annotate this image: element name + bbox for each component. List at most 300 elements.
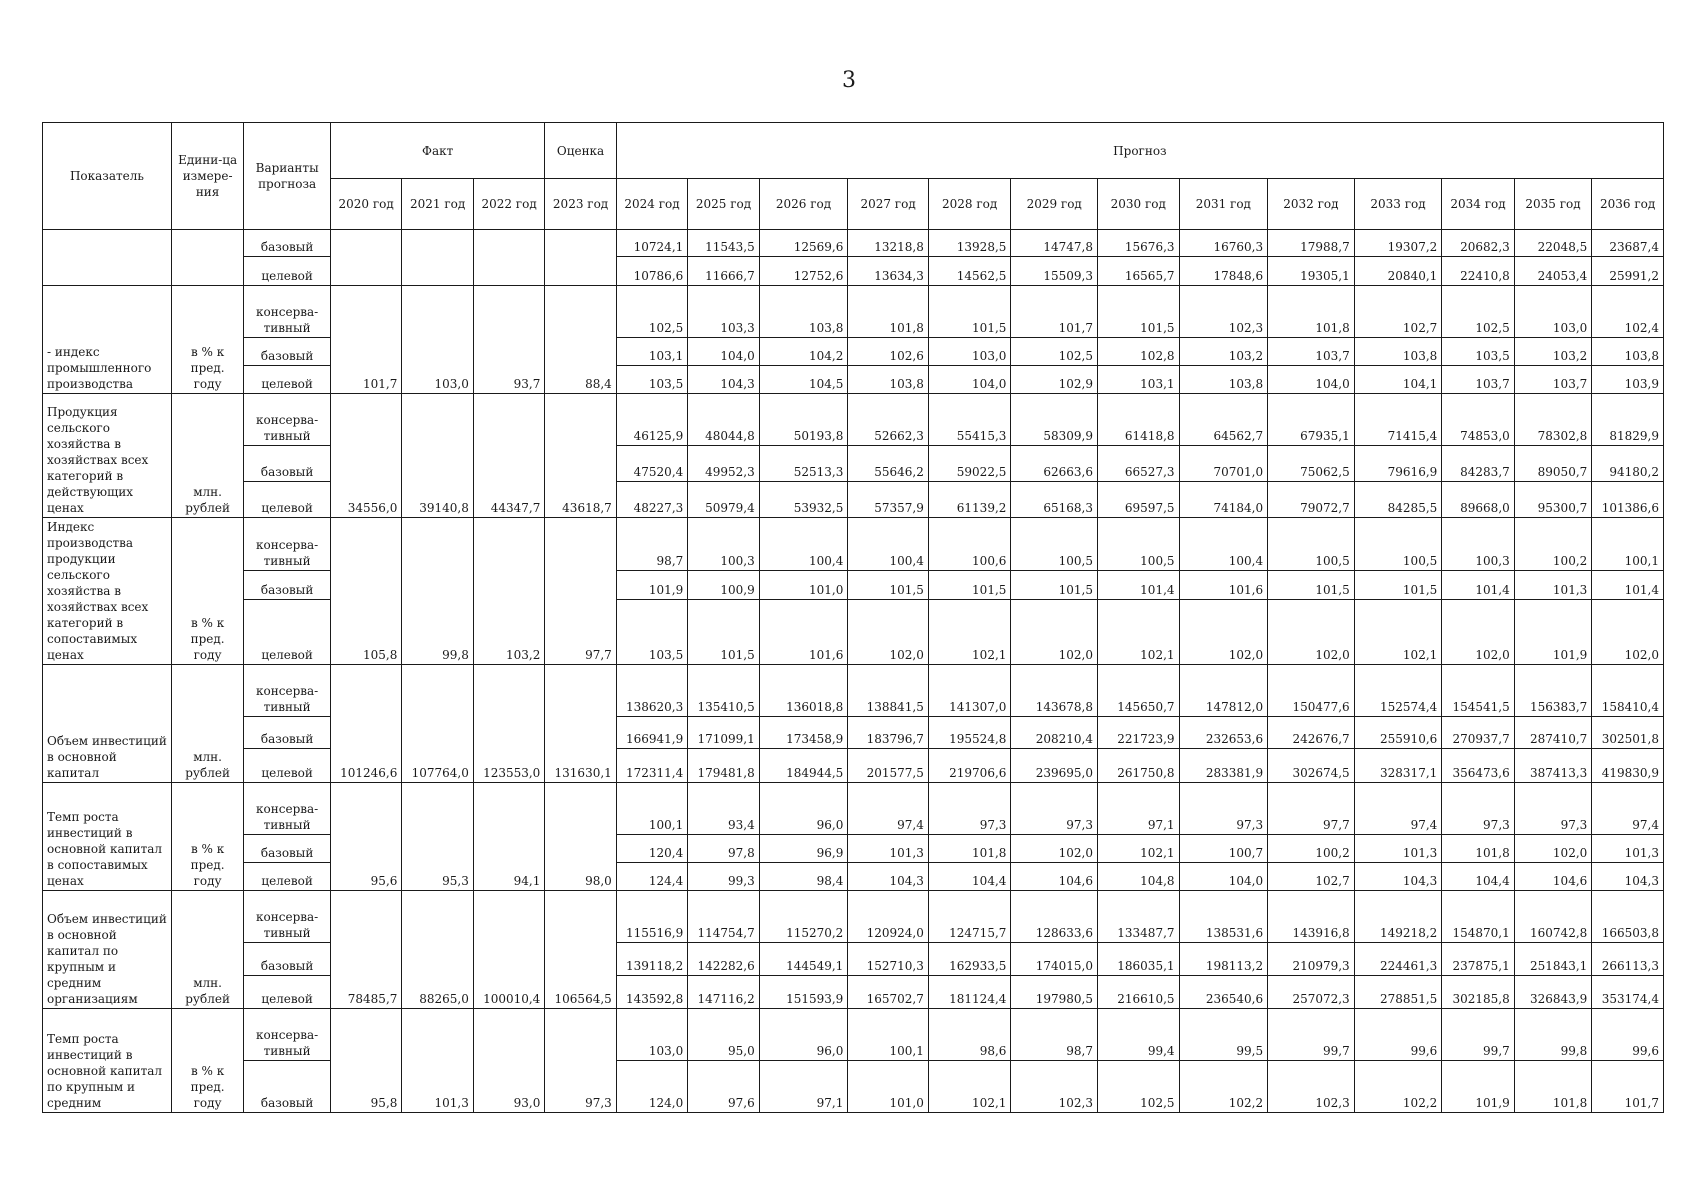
forecast-value-cell: 97,4 (848, 783, 929, 835)
forecast-value-cell: 179481,8 (688, 749, 759, 783)
forecast-value-cell: 20682,3 (1442, 230, 1514, 257)
forecast-value-cell: 102,9 (1011, 366, 1098, 394)
forecast-value-cell: 15676,3 (1097, 230, 1179, 257)
forecast-value-cell: 79616,9 (1354, 446, 1442, 482)
forecast-value-cell: 50193,8 (759, 394, 848, 446)
forecast-value-cell: 14747,8 (1011, 230, 1098, 257)
fact-value-cell: 101246,6 (330, 665, 401, 783)
forecast-value-cell: 99,6 (1592, 1009, 1664, 1061)
forecast-value-cell: 138841,5 (848, 665, 929, 717)
forecast-value-cell: 419830,9 (1592, 749, 1664, 783)
forecast-value-cell: 165702,7 (848, 976, 929, 1009)
variant-cell: целевой (244, 482, 331, 518)
header-year: 2030 год (1097, 179, 1179, 230)
fact-value-cell: 98,0 (545, 783, 616, 891)
forecast-value-cell: 101,6 (759, 599, 848, 664)
forecast-value-cell: 96,0 (759, 783, 848, 835)
forecast-value-cell: 145650,7 (1097, 665, 1179, 717)
forecast-value-cell: 97,8 (688, 835, 759, 863)
forecast-value-cell: 101,0 (848, 1061, 929, 1113)
forecast-value-cell: 124,0 (616, 1061, 687, 1113)
forecast-value-cell: 100,5 (1268, 518, 1355, 571)
table-row (43, 230, 1664, 257)
header-group-fact: Факт (330, 123, 544, 179)
indicator-cell (43, 230, 172, 286)
forecast-value-cell: 103,5 (616, 599, 687, 664)
forecast-value-cell: 101,8 (1442, 835, 1514, 863)
forecast-value-cell: 84285,5 (1354, 482, 1442, 518)
forecast-value-cell: 184944,5 (759, 749, 848, 783)
forecast-value-cell: 100,5 (1354, 518, 1442, 571)
forecast-value-cell: 96,9 (759, 835, 848, 863)
table-row (43, 783, 1664, 835)
header-year: 2029 год (1011, 179, 1098, 230)
indicator-cell: - индекс промышленного производства (43, 286, 172, 394)
table-row (43, 571, 1664, 600)
fact-value-cell: 95,8 (330, 1009, 401, 1113)
forecast-value-cell: 143678,8 (1011, 665, 1098, 717)
table-row (43, 366, 1664, 394)
forecast-value-cell: 103,1 (1097, 366, 1179, 394)
forecast-value-cell: 46125,9 (616, 394, 687, 446)
forecast-value-cell: 128633,6 (1011, 891, 1098, 943)
forecast-value-cell: 101,3 (1354, 835, 1442, 863)
variant-cell: целевой (244, 257, 331, 286)
forecast-value-cell: 103,8 (1354, 338, 1442, 366)
forecast-value-cell: 101,5 (928, 571, 1011, 600)
forecast-value-cell: 13218,8 (848, 230, 929, 257)
forecast-value-cell: 14562,5 (928, 257, 1011, 286)
forecast-value-cell: 96,0 (759, 1009, 848, 1061)
forecast-value-cell: 326843,9 (1514, 976, 1592, 1009)
forecast-value-cell: 328317,1 (1354, 749, 1442, 783)
forecast-value-cell: 97,6 (688, 1061, 759, 1113)
forecast-value-cell: 22410,8 (1442, 257, 1514, 286)
forecast-value-cell: 97,3 (1011, 783, 1098, 835)
fact-value-cell (330, 230, 401, 286)
fact-value-cell: 101,3 (402, 1009, 473, 1113)
fact-value-cell (402, 230, 473, 286)
forecast-value-cell: 101,4 (1442, 571, 1514, 600)
forecast-value-cell: 115270,2 (759, 891, 848, 943)
forecast-value-cell: 98,7 (1011, 1009, 1098, 1061)
forecast-value-cell: 48044,8 (688, 394, 759, 446)
forecast-value-cell: 61418,8 (1097, 394, 1179, 446)
fact-value-cell: 93,7 (473, 286, 544, 394)
page-number: 3 (842, 68, 856, 93)
forecast-value-cell: 99,8 (1514, 1009, 1592, 1061)
forecast-value-cell: 102,2 (1354, 1061, 1442, 1113)
forecast-value-cell: 104,0 (688, 338, 759, 366)
fact-value-cell: 95,3 (402, 783, 473, 891)
unit-cell: в % к пред. году (171, 518, 243, 665)
forecast-value-cell: 104,6 (1011, 863, 1098, 891)
forecast-value-cell: 102,0 (1268, 599, 1355, 664)
forecast-value-cell: 133487,7 (1097, 891, 1179, 943)
forecast-value-cell: 101,9 (616, 571, 687, 600)
forecast-value-cell: 47520,4 (616, 446, 687, 482)
forecast-value-cell: 104,3 (848, 863, 929, 891)
forecast-value-cell: 97,1 (759, 1061, 848, 1113)
forecast-value-cell: 160742,8 (1514, 891, 1592, 943)
unit-cell: в % к пред. году (171, 1009, 243, 1113)
forecast-value-cell: 97,4 (1354, 783, 1442, 835)
forecast-value-cell: 79072,7 (1268, 482, 1355, 518)
forecast-value-cell: 114754,7 (688, 891, 759, 943)
forecast-value-cell: 102,7 (1354, 286, 1442, 338)
forecast-value-cell: 174015,0 (1011, 943, 1098, 976)
fact-value-cell: 44347,7 (473, 394, 544, 518)
forecast-value-cell: 172311,4 (616, 749, 687, 783)
header-variant: Варианты прогноза (244, 123, 331, 230)
fact-value-cell: 97,7 (545, 518, 616, 665)
forecast-value-cell: 94180,2 (1592, 446, 1664, 482)
unit-cell: в % к пред. году (171, 783, 243, 891)
fact-value-cell: 103,0 (402, 286, 473, 394)
forecast-value-cell: 102,6 (848, 338, 929, 366)
forecast-value-cell: 216610,5 (1097, 976, 1179, 1009)
fact-value-cell: 107764,0 (402, 665, 473, 783)
fact-value-cell: 43618,7 (545, 394, 616, 518)
forecast-value-cell: 22048,5 (1514, 230, 1592, 257)
fact-value-cell: 101,7 (330, 286, 401, 394)
forecast-value-cell: 302501,8 (1592, 717, 1664, 749)
fact-value-cell: 97,3 (545, 1009, 616, 1113)
forecast-value-cell: 158410,4 (1592, 665, 1664, 717)
forecast-value-cell: 55415,3 (928, 394, 1011, 446)
forecast-value-cell: 57357,9 (848, 482, 929, 518)
forecast-value-cell: 101,9 (1442, 1061, 1514, 1113)
forecast-value-cell: 356473,6 (1442, 749, 1514, 783)
table-header (43, 123, 1664, 230)
forecast-value-cell: 65168,3 (1011, 482, 1098, 518)
forecast-value-cell: 115516,9 (616, 891, 687, 943)
forecast-value-cell: 143916,8 (1268, 891, 1355, 943)
forecast-value-cell: 98,6 (928, 1009, 1011, 1061)
table-row (43, 257, 1664, 286)
fact-value-cell: 88,4 (545, 286, 616, 394)
forecast-value-cell: 151593,9 (759, 976, 848, 1009)
header-group-estimate: Оценка (545, 123, 616, 179)
indicator-cell: Объем инвестиций в основной капитал (43, 665, 172, 783)
forecast-value-cell: 154541,5 (1442, 665, 1514, 717)
fact-value-cell: 100010,4 (473, 891, 544, 1009)
forecast-value-cell: 150477,6 (1268, 665, 1355, 717)
forecast-value-cell: 103,3 (688, 286, 759, 338)
forecast-value-cell: 102,1 (928, 1061, 1011, 1113)
fact-value-cell: 78485,7 (330, 891, 401, 1009)
forecast-value-cell: 104,2 (759, 338, 848, 366)
forecast-value-cell: 103,8 (1592, 338, 1664, 366)
variant-cell: целевой (244, 976, 331, 1009)
forecast-value-cell: 102,5 (1097, 1061, 1179, 1113)
forecast-value-cell: 101,3 (848, 835, 929, 863)
forecast-value-cell: 101,3 (1514, 571, 1592, 600)
forecast-value-cell: 101,3 (1592, 835, 1664, 863)
forecast-value-cell: 283381,9 (1179, 749, 1268, 783)
forecast-value-cell: 103,5 (616, 366, 687, 394)
forecast-value-cell: 101,5 (848, 571, 929, 600)
variant-cell: консерва-тивный (244, 286, 331, 338)
forecast-value-cell: 98,7 (616, 518, 687, 571)
variant-cell: базовый (244, 717, 331, 749)
forecast-value-cell: 120924,0 (848, 891, 929, 943)
forecast-value-cell: 103,8 (848, 366, 929, 394)
forecast-value-cell: 19305,1 (1268, 257, 1355, 286)
forecast-value-cell: 100,1 (848, 1009, 929, 1061)
forecast-value-cell: 49952,3 (688, 446, 759, 482)
forecast-value-cell: 102,0 (1442, 599, 1514, 664)
forecast-value-cell: 156383,7 (1514, 665, 1592, 717)
forecast-value-cell: 99,5 (1179, 1009, 1268, 1061)
forecast-value-cell: 52513,3 (759, 446, 848, 482)
forecast-value-cell: 97,4 (1592, 783, 1664, 835)
forecast-value-cell: 102,0 (1592, 599, 1664, 664)
forecast-value-cell: 270937,7 (1442, 717, 1514, 749)
forecast-value-cell: 101,8 (848, 286, 929, 338)
fact-value-cell: 88265,0 (402, 891, 473, 1009)
forecast-value-cell: 101,5 (1097, 286, 1179, 338)
forecast-value-cell: 120,4 (616, 835, 687, 863)
forecast-value-cell: 142282,6 (688, 943, 759, 976)
variant-cell: консерва-тивный (244, 665, 331, 717)
forecast-value-cell: 144549,1 (759, 943, 848, 976)
header-year: 2026 год (759, 179, 848, 230)
header-year: 2036 год (1592, 179, 1664, 230)
forecast-value-cell: 219706,6 (928, 749, 1011, 783)
forecast-value-cell: 104,3 (688, 366, 759, 394)
variant-cell: базовый (244, 338, 331, 366)
forecast-value-cell: 97,1 (1097, 783, 1179, 835)
forecast-value-cell: 75062,5 (1268, 446, 1355, 482)
table-row (43, 749, 1664, 783)
fact-value-cell (545, 230, 616, 286)
forecast-value-cell: 101,4 (1097, 571, 1179, 600)
forecast-value-cell: 74184,0 (1179, 482, 1268, 518)
forecast-value-cell: 102,1 (1097, 599, 1179, 664)
forecast-value-cell: 20840,1 (1354, 257, 1442, 286)
forecast-value-cell: 48227,3 (616, 482, 687, 518)
forecast-value-cell: 100,2 (1268, 835, 1355, 863)
forecast-value-cell: 17848,6 (1179, 257, 1268, 286)
forecast-value-cell: 242676,7 (1268, 717, 1355, 749)
forecast-value-cell: 99,4 (1097, 1009, 1179, 1061)
forecast-value-cell: 17988,7 (1268, 230, 1355, 257)
variant-cell: базовый (244, 230, 331, 257)
forecast-value-cell: 136018,8 (759, 665, 848, 717)
forecast-value-cell: 95300,7 (1514, 482, 1592, 518)
forecast-value-cell: 102,0 (1179, 599, 1268, 664)
forecast-value-cell: 16565,7 (1097, 257, 1179, 286)
forecast-value-cell: 89668,0 (1442, 482, 1514, 518)
table-row (43, 891, 1664, 943)
forecast-value-cell: 104,5 (759, 366, 848, 394)
forecast-value-cell: 102,1 (1354, 599, 1442, 664)
forecast-value-cell: 59022,5 (928, 446, 1011, 482)
forecast-value-cell: 104,0 (1268, 366, 1355, 394)
forecast-value-cell: 261750,8 (1097, 749, 1179, 783)
unit-cell: млн. рублей (171, 665, 243, 783)
forecast-value-cell: 102,0 (848, 599, 929, 664)
header-indicator: Показатель (43, 123, 172, 230)
forecast-value-cell: 10724,1 (616, 230, 687, 257)
forecast-value-cell: 101,5 (928, 286, 1011, 338)
variant-cell: целевой (244, 749, 331, 783)
indicator-cell: Темп роста инвестиций в основной капитал в сопоставимых ценах (43, 783, 172, 891)
header-unit: Едини-ца измере-ния (171, 123, 243, 230)
forecast-value-cell: 102,8 (1097, 338, 1179, 366)
table-row (43, 835, 1664, 863)
forecast-value-cell: 23687,4 (1592, 230, 1664, 257)
forecast-value-cell: 101,7 (1011, 286, 1098, 338)
fact-value-cell: 93,0 (473, 1009, 544, 1113)
forecast-value-cell: 166503,8 (1592, 891, 1664, 943)
forecast-value-cell: 154870,1 (1442, 891, 1514, 943)
header-year: 2034 год (1442, 179, 1514, 230)
forecast-value-cell: 149218,2 (1354, 891, 1442, 943)
forecast-value-cell: 100,4 (848, 518, 929, 571)
variant-cell: консерва-тивный (244, 518, 331, 571)
header-year: 2035 год (1514, 179, 1592, 230)
forecast-value-cell: 100,3 (1442, 518, 1514, 571)
forecast-value-cell: 181124,4 (928, 976, 1011, 1009)
forecast-value-cell: 95,0 (688, 1009, 759, 1061)
forecast-value-cell: 89050,7 (1514, 446, 1592, 482)
forecast-value-cell: 97,3 (928, 783, 1011, 835)
forecast-value-cell: 171099,1 (688, 717, 759, 749)
forecast-value-cell: 183796,7 (848, 717, 929, 749)
forecast-value-cell: 101,8 (1268, 286, 1355, 338)
forecast-value-cell: 103,1 (616, 338, 687, 366)
forecast-value-cell: 103,8 (759, 286, 848, 338)
forecast-value-cell: 103,9 (1592, 366, 1664, 394)
forecast-value-cell: 12752,6 (759, 257, 848, 286)
variant-cell: базовый (244, 446, 331, 482)
header-year: 2023 год (545, 179, 616, 230)
fact-value-cell: 123553,0 (473, 665, 544, 783)
forecast-value-cell: 102,0 (1514, 835, 1592, 863)
forecast-value-cell: 101,8 (928, 835, 1011, 863)
variant-cell: базовый (244, 571, 331, 600)
forecast-value-cell: 257072,3 (1268, 976, 1355, 1009)
forecast-value-cell: 61139,2 (928, 482, 1011, 518)
forecast-value-cell: 62663,6 (1011, 446, 1098, 482)
forecast-value-cell: 103,2 (1179, 338, 1268, 366)
fact-value-cell: 131630,1 (545, 665, 616, 783)
forecast-value-cell: 102,4 (1592, 286, 1664, 338)
table-row (43, 446, 1664, 482)
forecast-value-cell: 104,0 (928, 366, 1011, 394)
indicator-cell: Объем инвестиций в основной капитал по крупным и средним организациям (43, 891, 172, 1009)
forecast-value-cell: 147812,0 (1179, 665, 1268, 717)
forecast-value-cell: 124715,7 (928, 891, 1011, 943)
forecast-value-cell: 141307,0 (928, 665, 1011, 717)
forecast-value-cell: 278851,5 (1354, 976, 1442, 1009)
forecast-value-cell: 102,3 (1179, 286, 1268, 338)
header-year: 2027 год (848, 179, 929, 230)
forecast-value-cell: 93,4 (688, 783, 759, 835)
forecast-value-cell: 101,8 (1514, 1061, 1592, 1113)
forecast-value-cell: 100,9 (688, 571, 759, 600)
forecast-value-cell: 25991,2 (1592, 257, 1664, 286)
forecast-value-cell: 11666,7 (688, 257, 759, 286)
header-year: 2031 год (1179, 179, 1268, 230)
variant-cell: консерва-тивный (244, 891, 331, 943)
table-row (43, 518, 1664, 571)
forecast-value-cell: 97,3 (1514, 783, 1592, 835)
forecast-value-cell: 135410,5 (688, 665, 759, 717)
forecast-value-cell: 101,5 (1011, 571, 1098, 600)
forecast-value-cell: 104,1 (1354, 366, 1442, 394)
forecast-value-cell: 102,5 (616, 286, 687, 338)
fact-value-cell: 106564,5 (545, 891, 616, 1009)
forecast-value-cell: 195524,8 (928, 717, 1011, 749)
header-year: 2022 год (473, 179, 544, 230)
forecast-value-cell: 104,8 (1097, 863, 1179, 891)
forecast-value-cell: 97,7 (1268, 783, 1355, 835)
forecast-value-cell: 100,2 (1514, 518, 1592, 571)
forecast-value-cell: 102,7 (1268, 863, 1355, 891)
forecast-value-cell: 104,4 (928, 863, 1011, 891)
forecast-value-cell: 287410,7 (1514, 717, 1592, 749)
forecast-value-cell: 103,0 (616, 1009, 687, 1061)
variant-cell: целевой (244, 863, 331, 891)
forecast-value-cell: 224461,3 (1354, 943, 1442, 976)
forecast-value-cell: 103,0 (1514, 286, 1592, 338)
fact-value-cell: 99,8 (402, 518, 473, 665)
forecast-value-cell: 101386,6 (1592, 482, 1664, 518)
forecast-value-cell: 104,3 (1592, 863, 1664, 891)
forecast-value-cell: 71415,4 (1354, 394, 1442, 446)
fact-value-cell: 94,1 (473, 783, 544, 891)
forecast-value-cell: 102,1 (1097, 835, 1179, 863)
indicator-cell: Темп роста инвестиций в основной капитал по крупным и средним (43, 1009, 172, 1113)
forecast-value-cell: 251843,1 (1514, 943, 1592, 976)
forecast-value-cell: 101,9 (1514, 599, 1592, 664)
unit-cell (171, 230, 243, 286)
forecast-value-cell: 266113,3 (1592, 943, 1664, 976)
header-year: 2021 год (402, 179, 473, 230)
header-year: 2028 год (928, 179, 1011, 230)
forecast-value-cell: 78302,8 (1514, 394, 1592, 446)
forecast-value-cell: 15509,3 (1011, 257, 1098, 286)
forecast-value-cell: 102,0 (1011, 835, 1098, 863)
forecast-value-cell: 101,5 (1354, 571, 1442, 600)
forecast-value-cell: 16760,3 (1179, 230, 1268, 257)
forecast-value-cell: 138531,6 (1179, 891, 1268, 943)
forecast-value-cell: 58309,9 (1011, 394, 1098, 446)
table-row (43, 286, 1664, 338)
forecast-value-cell: 236540,6 (1179, 976, 1268, 1009)
table-row (43, 1061, 1664, 1113)
forecast-value-cell: 67935,1 (1268, 394, 1355, 446)
forecast-value-cell: 186035,1 (1097, 943, 1179, 976)
table-row (43, 1009, 1664, 1061)
table-row (43, 665, 1664, 717)
forecast-value-cell: 162933,5 (928, 943, 1011, 976)
forecast-value-cell: 97,3 (1179, 783, 1268, 835)
forecast-value-cell: 255910,6 (1354, 717, 1442, 749)
forecast-value-cell: 302674,5 (1268, 749, 1355, 783)
forecast-value-cell: 104,0 (1179, 863, 1268, 891)
forecast-value-cell: 103,7 (1442, 366, 1514, 394)
forecast-value-cell: 104,4 (1442, 863, 1514, 891)
table-row (43, 338, 1664, 366)
forecast-value-cell: 103,7 (1514, 366, 1592, 394)
forecast-value-cell: 104,6 (1514, 863, 1592, 891)
forecast-table (42, 122, 1664, 1113)
forecast-value-cell: 102,2 (1179, 1061, 1268, 1113)
